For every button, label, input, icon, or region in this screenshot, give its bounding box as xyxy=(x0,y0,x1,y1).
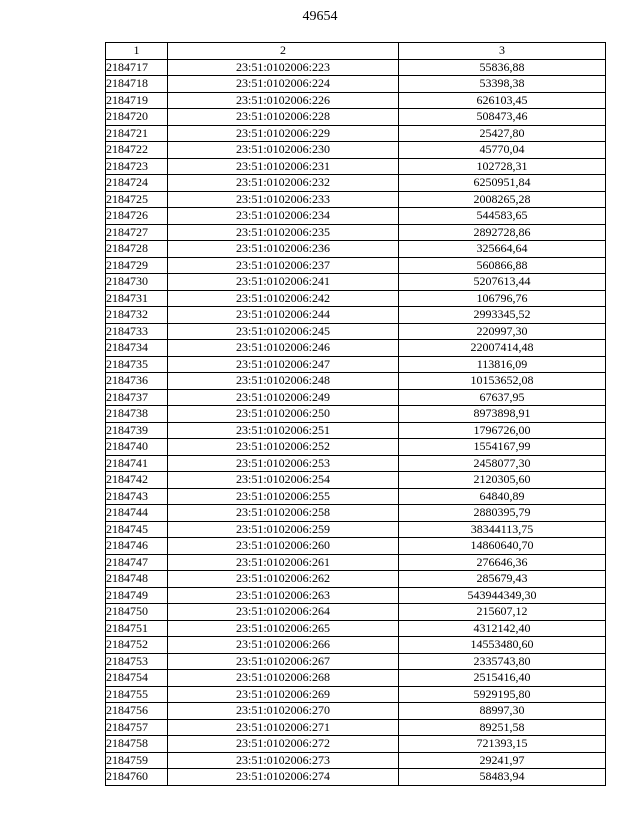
row-id-cell: 2184737 xyxy=(106,389,168,406)
table-row xyxy=(106,109,606,126)
value-cell: 55836,88 xyxy=(399,59,606,76)
row-id-cell: 2184747 xyxy=(106,554,168,571)
cadastral-number-cell: 23:51:0102006:250 xyxy=(168,406,399,423)
row-id-cell: 2184732 xyxy=(106,307,168,324)
value-cell: 88997,30 xyxy=(399,703,606,720)
cadastral-number-cell: 23:51:0102006:230 xyxy=(168,142,399,159)
cadastral-number-cell: 23:51:0102006:247 xyxy=(168,356,399,373)
row-id-cell: 2184760 xyxy=(106,769,168,786)
table-row xyxy=(106,59,606,76)
row-id-cell: 2184736 xyxy=(106,373,168,390)
row-id-cell: 2184759 xyxy=(106,752,168,769)
row-id-cell: 2184756 xyxy=(106,703,168,720)
row-id-cell: 2184727 xyxy=(106,224,168,241)
value-cell: 38344113,75 xyxy=(399,521,606,538)
table-row xyxy=(106,307,606,324)
value-cell: 89251,58 xyxy=(399,719,606,736)
table-row xyxy=(106,422,606,439)
row-id-cell: 2184743 xyxy=(106,488,168,505)
table-row xyxy=(106,208,606,225)
table-row xyxy=(106,241,606,258)
table-row xyxy=(106,521,606,538)
table-row xyxy=(106,719,606,736)
value-cell: 276646,36 xyxy=(399,554,606,571)
value-cell: 1796726,00 xyxy=(399,422,606,439)
table-row xyxy=(106,439,606,456)
row-id-cell: 2184745 xyxy=(106,521,168,538)
value-cell: 215607,12 xyxy=(399,604,606,621)
cadastral-number-cell: 23:51:0102006:273 xyxy=(168,752,399,769)
table-row xyxy=(106,604,606,621)
row-id-cell: 2184720 xyxy=(106,109,168,126)
cadastral-number-cell: 23:51:0102006:270 xyxy=(168,703,399,720)
table-row xyxy=(106,340,606,357)
value-cell: 113816,09 xyxy=(399,356,606,373)
value-cell: 67637,95 xyxy=(399,389,606,406)
cadastral-number-cell: 23:51:0102006:246 xyxy=(168,340,399,357)
cadastral-number-cell: 23:51:0102006:253 xyxy=(168,455,399,472)
row-id-cell: 2184725 xyxy=(106,191,168,208)
row-id-cell: 2184757 xyxy=(106,719,168,736)
value-cell: 2880395,79 xyxy=(399,505,606,522)
cadastral-number-cell: 23:51:0102006:259 xyxy=(168,521,399,538)
table-row xyxy=(106,406,606,423)
cadastral-number-cell: 23:51:0102006:226 xyxy=(168,92,399,109)
table-row xyxy=(106,736,606,753)
table-row xyxy=(106,224,606,241)
row-id-cell: 2184731 xyxy=(106,290,168,307)
value-cell: 10153652,08 xyxy=(399,373,606,390)
cadastral-number-cell: 23:51:0102006:264 xyxy=(168,604,399,621)
value-cell: 508473,46 xyxy=(399,109,606,126)
cadastral-number-cell: 23:51:0102006:231 xyxy=(168,158,399,175)
cadastral-number-cell: 23:51:0102006:229 xyxy=(168,125,399,142)
row-id-cell: 2184755 xyxy=(106,686,168,703)
table-row xyxy=(106,323,606,340)
row-id-cell: 2184753 xyxy=(106,653,168,670)
cadastral-number-cell: 23:51:0102006:249 xyxy=(168,389,399,406)
value-cell: 22007414,48 xyxy=(399,340,606,357)
cadastral-number-cell: 23:51:0102006:269 xyxy=(168,686,399,703)
value-cell: 102728,31 xyxy=(399,158,606,175)
table-row xyxy=(106,274,606,291)
table-body xyxy=(106,59,606,785)
table-row xyxy=(106,92,606,109)
value-cell: 325664,64 xyxy=(399,241,606,258)
value-cell: 2892728,86 xyxy=(399,224,606,241)
cadastral-number-cell: 23:51:0102006:241 xyxy=(168,274,399,291)
row-id-cell: 2184744 xyxy=(106,505,168,522)
row-id-cell: 2184751 xyxy=(106,620,168,637)
value-cell: 626103,45 xyxy=(399,92,606,109)
column-header-1: 1 xyxy=(106,43,168,60)
row-id-cell: 2184723 xyxy=(106,158,168,175)
row-id-cell: 2184718 xyxy=(106,76,168,93)
row-id-cell: 2184746 xyxy=(106,538,168,555)
row-id-cell: 2184722 xyxy=(106,142,168,159)
row-id-cell: 2184749 xyxy=(106,587,168,604)
table-row xyxy=(106,571,606,588)
cadastral-number-cell: 23:51:0102006:234 xyxy=(168,208,399,225)
value-cell: 2458077,30 xyxy=(399,455,606,472)
table-row xyxy=(106,125,606,142)
cadastral-number-cell: 23:51:0102006:267 xyxy=(168,653,399,670)
cadastral-number-cell: 23:51:0102006:245 xyxy=(168,323,399,340)
value-cell: 106796,76 xyxy=(399,290,606,307)
table-row xyxy=(106,472,606,489)
value-cell: 2008265,28 xyxy=(399,191,606,208)
table-row xyxy=(106,142,606,159)
value-cell: 64840,89 xyxy=(399,488,606,505)
table-row xyxy=(106,752,606,769)
table-row xyxy=(106,191,606,208)
cadastral-number-cell: 23:51:0102006:248 xyxy=(168,373,399,390)
cadastral-number-cell: 23:51:0102006:263 xyxy=(168,587,399,604)
value-cell: 220997,30 xyxy=(399,323,606,340)
cadastral-number-cell: 23:51:0102006:268 xyxy=(168,670,399,687)
cadastral-number-cell: 23:51:0102006:223 xyxy=(168,59,399,76)
cadastral-number-cell: 23:51:0102006:255 xyxy=(168,488,399,505)
value-cell: 544583,65 xyxy=(399,208,606,225)
value-cell: 58483,94 xyxy=(399,769,606,786)
value-cell: 53398,38 xyxy=(399,76,606,93)
value-cell: 5929195,80 xyxy=(399,686,606,703)
table-row xyxy=(106,769,606,786)
cadastral-number-cell: 23:51:0102006:265 xyxy=(168,620,399,637)
cadastral-number-cell: 23:51:0102006:244 xyxy=(168,307,399,324)
table-row xyxy=(106,455,606,472)
cadastral-number-cell: 23:51:0102006:260 xyxy=(168,538,399,555)
row-id-cell: 2184742 xyxy=(106,472,168,489)
table-row xyxy=(106,670,606,687)
cadastral-number-cell: 23:51:0102006:262 xyxy=(168,571,399,588)
data-table xyxy=(105,42,606,786)
value-cell: 2120305,60 xyxy=(399,472,606,489)
table-row xyxy=(106,620,606,637)
column-header-3: 3 xyxy=(399,43,606,60)
value-cell: 5207613,44 xyxy=(399,274,606,291)
value-cell: 543944349,30 xyxy=(399,587,606,604)
row-id-cell: 2184754 xyxy=(106,670,168,687)
table-row xyxy=(106,554,606,571)
table-row xyxy=(106,538,606,555)
table-row xyxy=(106,373,606,390)
cadastral-number-cell: 23:51:0102006:236 xyxy=(168,241,399,258)
value-cell: 45770,04 xyxy=(399,142,606,159)
cadastral-number-cell: 23:51:0102006:235 xyxy=(168,224,399,241)
row-id-cell: 2184748 xyxy=(106,571,168,588)
value-cell: 14553480,60 xyxy=(399,637,606,654)
row-id-cell: 2184726 xyxy=(106,208,168,225)
row-id-cell: 2184740 xyxy=(106,439,168,456)
row-id-cell: 2184729 xyxy=(106,257,168,274)
cadastral-number-cell: 23:51:0102006:224 xyxy=(168,76,399,93)
cadastral-number-cell: 23:51:0102006:258 xyxy=(168,505,399,522)
cadastral-number-cell: 23:51:0102006:254 xyxy=(168,472,399,489)
row-id-cell: 2184750 xyxy=(106,604,168,621)
row-id-cell: 2184738 xyxy=(106,406,168,423)
table-row xyxy=(106,76,606,93)
table-row xyxy=(106,290,606,307)
row-id-cell: 2184728 xyxy=(106,241,168,258)
value-cell: 25427,80 xyxy=(399,125,606,142)
row-id-cell: 2184733 xyxy=(106,323,168,340)
row-id-cell: 2184734 xyxy=(106,340,168,357)
row-id-cell: 2184735 xyxy=(106,356,168,373)
table-row xyxy=(106,257,606,274)
cadastral-number-cell: 23:51:0102006:274 xyxy=(168,769,399,786)
value-cell: 2515416,40 xyxy=(399,670,606,687)
cadastral-number-cell: 23:51:0102006:233 xyxy=(168,191,399,208)
cadastral-number-cell: 23:51:0102006:237 xyxy=(168,257,399,274)
table-row xyxy=(106,637,606,654)
table-row xyxy=(106,158,606,175)
cadastral-number-cell: 23:51:0102006:271 xyxy=(168,719,399,736)
row-id-cell: 2184739 xyxy=(106,422,168,439)
cadastral-number-cell: 23:51:0102006:228 xyxy=(168,109,399,126)
cadastral-number-cell: 23:51:0102006:242 xyxy=(168,290,399,307)
table-header xyxy=(106,43,606,60)
column-header-2: 2 xyxy=(168,43,399,60)
header-row xyxy=(106,43,606,60)
table-row xyxy=(106,505,606,522)
row-id-cell: 2184717 xyxy=(106,59,168,76)
table-row xyxy=(106,356,606,373)
row-id-cell: 2184724 xyxy=(106,175,168,192)
value-cell: 2335743,80 xyxy=(399,653,606,670)
cadastral-number-cell: 23:51:0102006:232 xyxy=(168,175,399,192)
value-cell: 8973898,91 xyxy=(399,406,606,423)
cadastral-number-cell: 23:51:0102006:272 xyxy=(168,736,399,753)
cadastral-number-cell: 23:51:0102006:252 xyxy=(168,439,399,456)
table-row xyxy=(106,703,606,720)
table-row xyxy=(106,686,606,703)
row-id-cell: 2184721 xyxy=(106,125,168,142)
value-cell: 285679,43 xyxy=(399,571,606,588)
table-row xyxy=(106,389,606,406)
cadastral-number-cell: 23:51:0102006:261 xyxy=(168,554,399,571)
value-cell: 721393,15 xyxy=(399,736,606,753)
row-id-cell: 2184730 xyxy=(106,274,168,291)
cadastral-number-cell: 23:51:0102006:251 xyxy=(168,422,399,439)
cadastral-number-cell: 23:51:0102006:266 xyxy=(168,637,399,654)
row-id-cell: 2184741 xyxy=(106,455,168,472)
row-id-cell: 2184758 xyxy=(106,736,168,753)
table-row xyxy=(106,653,606,670)
table-row xyxy=(106,587,606,604)
page-number: 49654 xyxy=(302,9,338,24)
value-cell: 2993345,52 xyxy=(399,307,606,324)
table-row xyxy=(106,488,606,505)
row-id-cell: 2184719 xyxy=(106,92,168,109)
value-cell: 6250951,84 xyxy=(399,175,606,192)
table-row xyxy=(106,175,606,192)
row-id-cell: 2184752 xyxy=(106,637,168,654)
value-cell: 560866,88 xyxy=(399,257,606,274)
value-cell: 1554167,99 xyxy=(399,439,606,456)
value-cell: 4312142,40 xyxy=(399,620,606,637)
value-cell: 29241,97 xyxy=(399,752,606,769)
value-cell: 14860640,70 xyxy=(399,538,606,555)
